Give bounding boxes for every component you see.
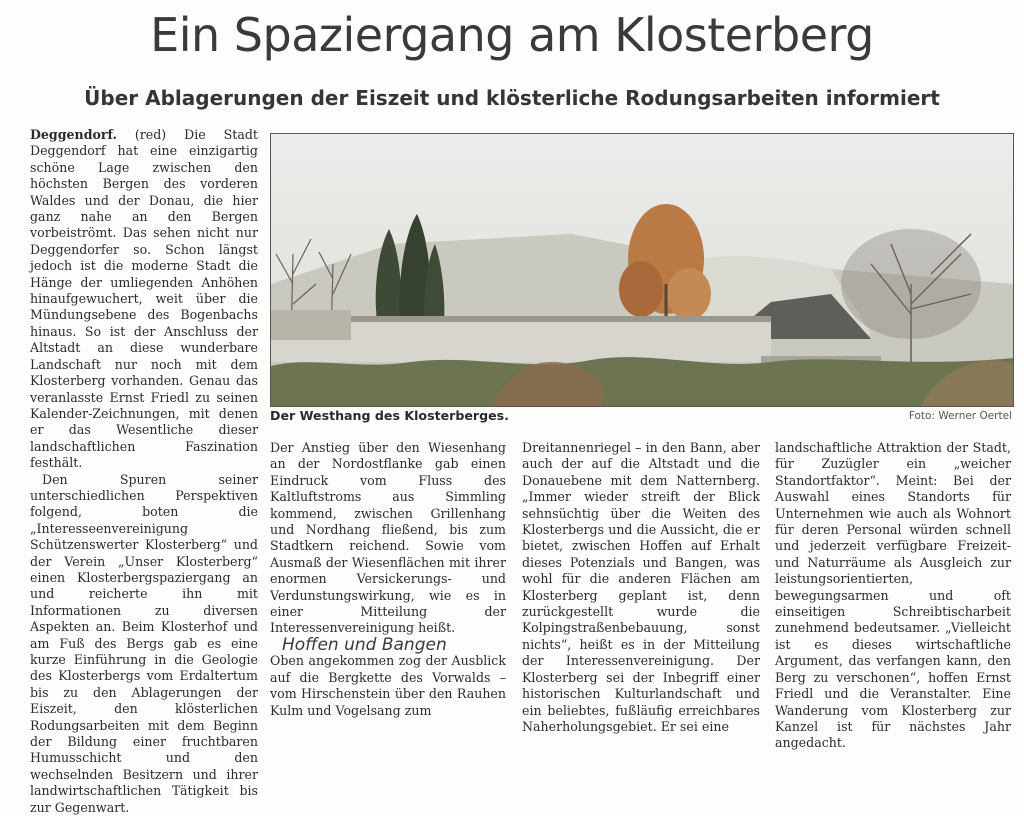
photo-credit: Foto: Werner Oertel [908,410,1012,422]
article-paragraph: Dreitannenriegel – in den Bann, aber auch der auf die Altstadt und die Donauebene mit dem Natternberg. „Immer wieder streift der Blick sehnsüchtig über die Weiten des Klosterbergs und die Aussicht, die er bietet, zwischen Hoffen auf Erhalt dieses Potenzials und Bangen, was wohl für die anderen Flächen am Klosterberg geplant ist, denn zurückgestellt wurde die Kolpingstraßenbebauung, sonst nichts“, heißt es in der Mitteilung der Interessenvereinigung. Der Klosterberg sei der Inbegriff einer historischen Kulturlandschaft und ein beliebtes, fußläufig erreichbares Naherholungsgebiet. Er sei eine [522,440,760,734]
article-column-3 [522,440,760,735]
article-column-2 [270,440,506,719]
article-photo [270,133,1014,407]
photo-caption: Der Westhang des Klosterberges. [270,408,509,423]
article-column-1 [30,127,258,816]
landscape-photo-illustration [271,134,1013,406]
article-paragraph: Oben angekommen zog der Ausblick auf die Bergkette des Vorwalds – vom Hirschenstein über den Rauhen Kulm und Vogelsang zum [270,653,506,718]
article-column-4 [775,440,1011,752]
headline: Ein Spaziergang am Klosterberg [150,8,874,62]
section-subheading: Hoffen und Bangen [282,634,447,655]
article-paragraph: landschaftliche Attraktion der Stadt, für Zuzügler ein „weicher Standortfaktor“. Meint: Bei der Auswahl eines Standorts für Unternehmen wie auch als Wohnort für deren Personal würden schnell und jederzeit verfügbare Freizeit- und Naturräume als Ausgleich zur leistungsorientierten, bewegungsarmen und oft einseitigen Schreibtischarbeit zunehmend bedeutsamer. „Vielleicht ist es dieses wirtschaftliche Argument, das verfangen kann, den Berg zu verschonen“, hoffen Ernst Friedl und die Veranstalter. Eine Wanderung vom Klosterberg zur Kanzel ist für nächstes Jahr angedacht. [775,440,1011,751]
article-paragraph: Der Anstieg über den Wiesenhang an der Nordostflanke gab einen Eindruck vom Fluss des Kaltluftstroms aus Simmling kommend, zwischen Grillenhang und Nordhang fließend, bis zum Stadtkern reichend. Sowie vom Ausmaß der Wiesenflächen mit ihrer enormen Versickerungs- und Verdunstungswirkung, wie es in einer Mitteilung der Interessenvereinigung heißt. [270,440,506,636]
paragraph-text: (red) Die Stadt Deggendorf hat eine einzigartig schöne Lage zwischen den höchsten Bergen des vorderen Waldes und der Donau, die hier ganz nahe an den Bergen vorbeiströmt. Das sehen nicht nur Deggendorfer so. Schon längst jedoch ist die moderne Stadt die Hänge der umliegenden Anhöhen hinaufgewuchert, weit über die Mündungsebene des Bogenbachs hinaus. So ist der Anschluss der Altstadt an diese wunderbare Landschaft nur noch mit dem Klosterberg vorhanden. Genau das veranlasste Ernst Friedl zu seinen Kalender-Zeichnungen, mit denen er das Wesentliche dieser landschaftlichen Faszination festhält. [30,127,258,471]
subheadline: Über Ablagerungen der Eiszeit und klösterliche Rodungsarbeiten informiert [84,86,940,110]
dateline: Deggendorf. [30,127,117,142]
article-paragraph: Den Spuren seiner unterschiedlichen Perspektiven folgend, boten die „Interesseenvereinigung Schützenswerter Klosterberg“ und der Verein „Unser Klosterberg“ einen Klosterbergspaziergang an und reicherte ihn mit Informationen zu diversen Aspekten an. Beim Klosterhof und am Fuß des Bergs gab es eine kurze Einführung in die Geologie des Klosterbergs vom Erdaltertum bis zu den Ablagerungen der Eiszeit, den klösterlichen Rodungsarbeiten mit dem Beginn der Bildung einer fruchtbaren Humusschicht und den wechselnden Besitzern und ihrer landwirtschaftlichen Tätigkeit bis zur Gegenwart. [30,471,258,815]
article-paragraph [30,127,258,472]
